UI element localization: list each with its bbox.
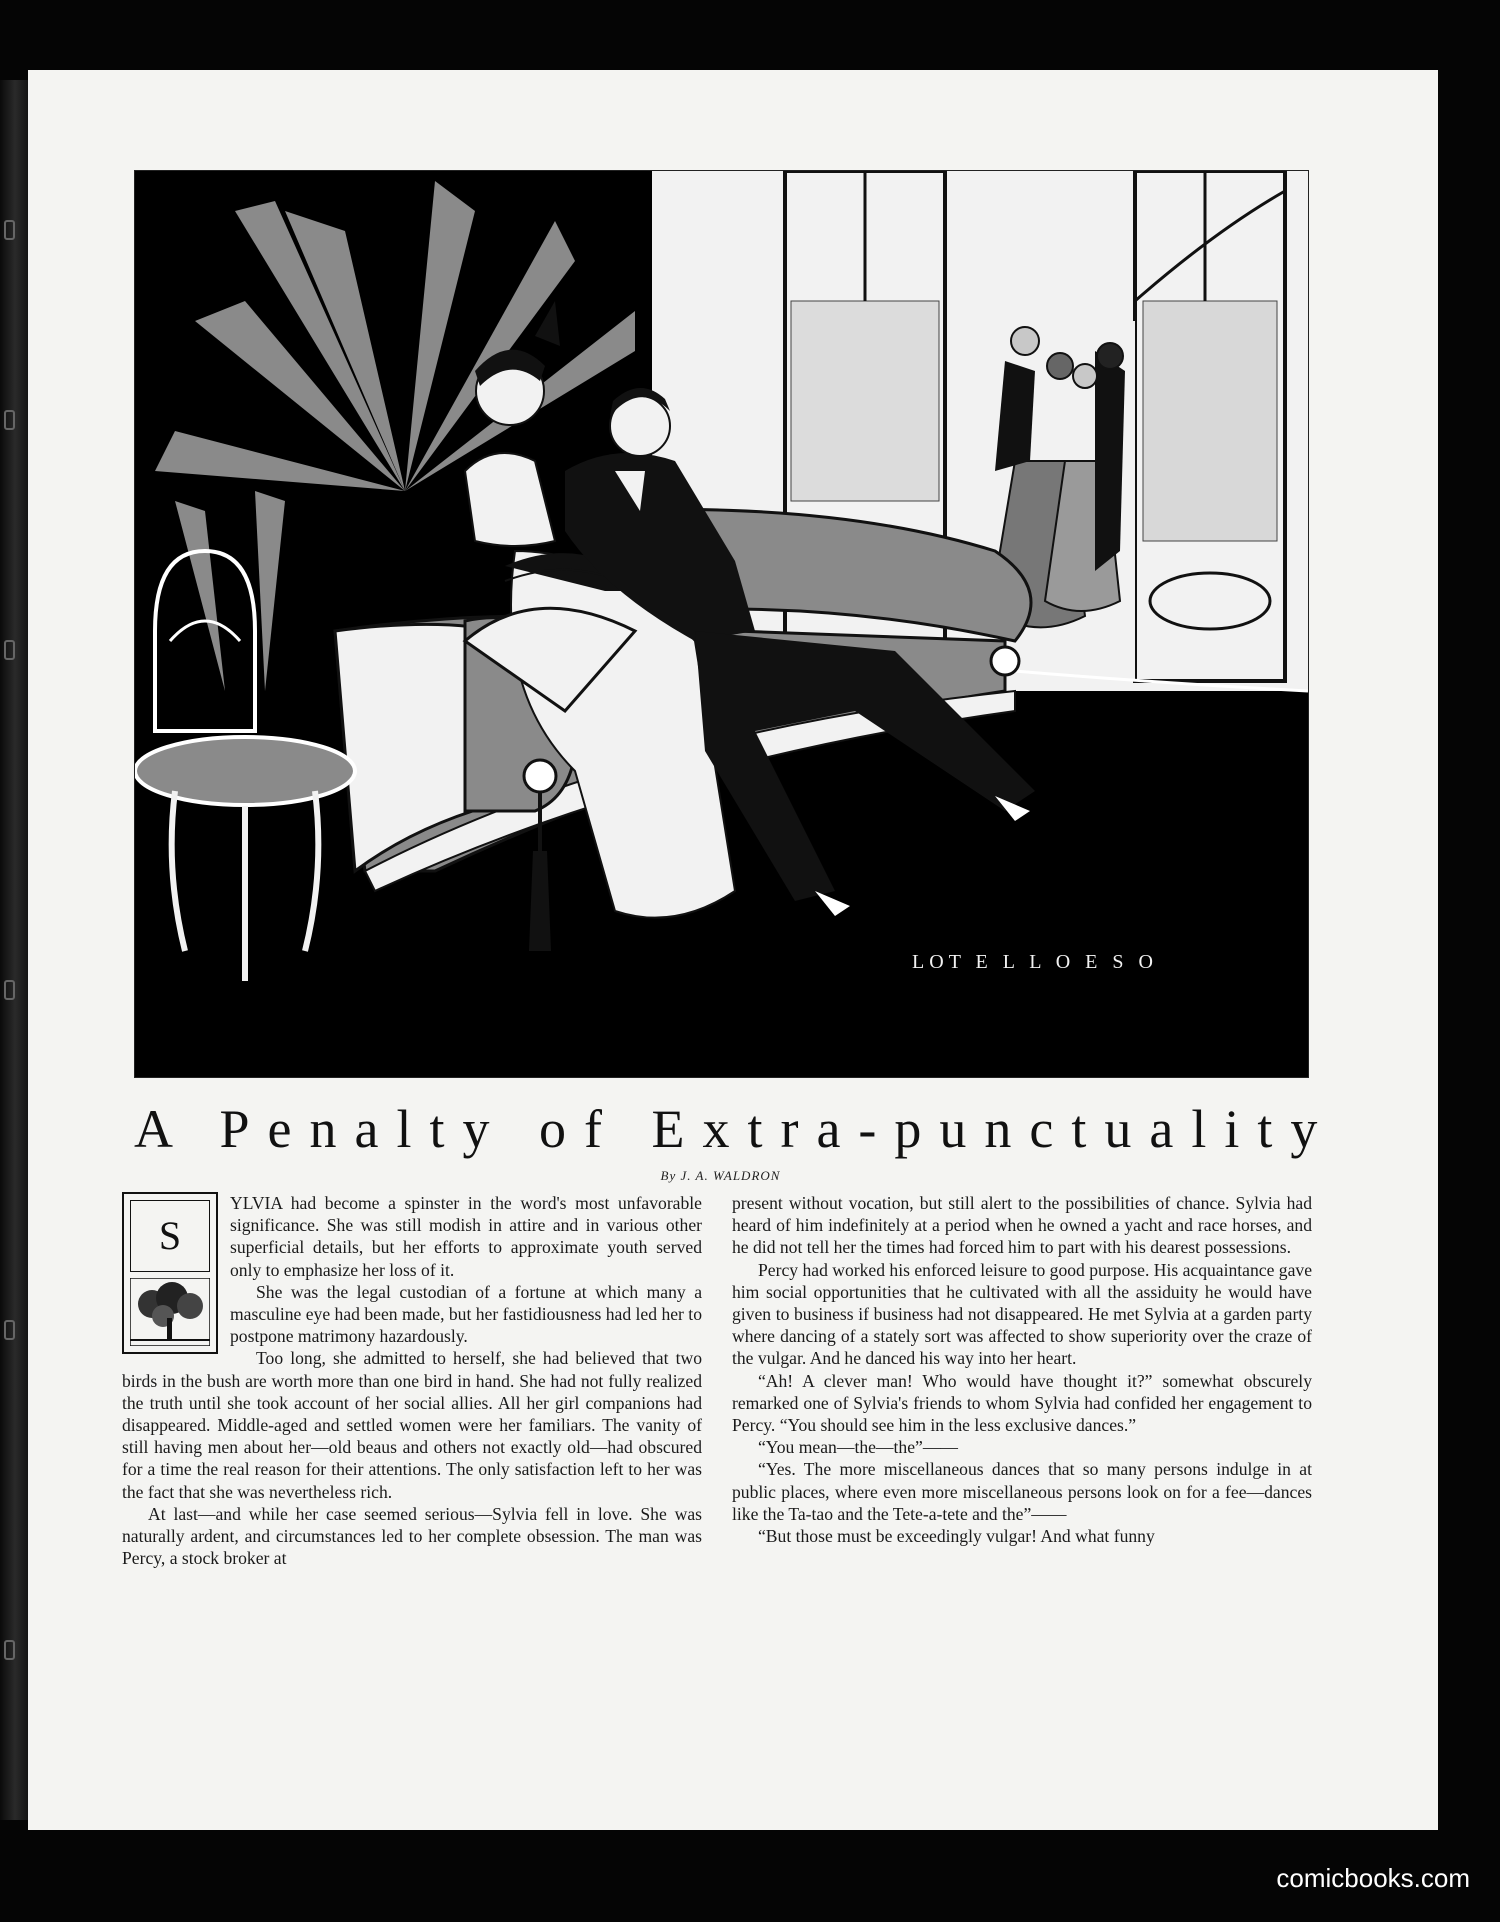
article-title: A Penalty of Extra-punctuality	[134, 1099, 1336, 1159]
paragraph: “But those must be exceedingly vulgar! And what funny	[758, 1526, 1155, 1547]
article-right-column	[732, 1192, 1312, 1547]
article-left-column	[122, 1192, 702, 1569]
drop-cap-ornament	[122, 1192, 218, 1354]
binding-hole	[4, 640, 15, 660]
binding-hole	[4, 410, 15, 430]
tree-vignette-icon	[130, 1278, 210, 1346]
book-spine	[0, 80, 30, 1820]
paragraph: Too long, she admitted to herself, she had believed that two birds in the bush are worth more than one bird in hand. She had not fully realized the truth until she took account of her social allies. All her girl companions had disappeared. Middle-aged and settled women were her familiars. The vanity of still having men about her—old beaus and others not exactly old—had obscured for a time the real reason for their attentions. The only satisfaction left to her was the fact that she was nevertheless rich.	[122, 1348, 702, 1502]
paragraph: “Ah! A clever man! Who would have thought it?” somewhat obscurely remarked one of Sylvia's friends to whom Sylvia had confided her engagement to Percy. “You should see him in the less exclusive dances.”	[732, 1370, 1312, 1436]
paragraph: “Yes. The more miscellaneous dances that so many persons indulge in at public places, where even more miscellaneous persons look on for a fee—dances like the Ta-tao and the Tete-a-tete and the”——	[732, 1459, 1312, 1524]
drop-cap-letter: S	[130, 1200, 210, 1272]
article-byline: By J. A. WALDRON	[660, 1168, 781, 1183]
binding-hole	[4, 1320, 15, 1340]
site-watermark: comicbooks.com	[1276, 1863, 1470, 1893]
binding-hole	[4, 220, 15, 240]
paragraph: She was the legal custodian of a fortune at which many a masculine eye had been made, but her fastidiousness had led her to postpone matrimony hazardously.	[230, 1281, 702, 1347]
artist-signature: LOT E L L O E S O	[912, 951, 1158, 973]
paragraph: “You mean—the—the”——	[758, 1437, 959, 1458]
paragraph: At last—and while her case seemed serious—Sylvia fell in love. She was naturally ardent, and circumstances led to her complete obsession. The man was Percy, a stock broker at	[122, 1503, 702, 1569]
illustration-drawing	[135, 171, 1308, 1077]
paragraph: Percy had worked his enforced leisure to good purpose. His acquaintance gave him social opportunities that he cultivated with all the assiduity he would have given to business if business had not disappeared. He met Sylvia at a garden party where dancing of a stately sort was affected to show superiority over the craze of the vulgar. And he danced his way into her heart.	[732, 1259, 1313, 1369]
paragraph: YLVIA had become a spinster in the word's most unfavorable significance. She was still modish in attire and in various other superficial details, but her efforts to approximate youth served only to emphasize her loss of it.	[230, 1193, 702, 1280]
binding-hole	[4, 1640, 15, 1660]
binding-hole	[4, 980, 15, 1000]
paragraph: present without vocation, but still alert to the possibilities of chance. Sylvia had heard of him indefinitely at a period when he owned a yacht and race horses, and he did not tell her the times had forced him to part with his dearest possessions.	[732, 1193, 1312, 1258]
illustration	[134, 170, 1309, 1078]
